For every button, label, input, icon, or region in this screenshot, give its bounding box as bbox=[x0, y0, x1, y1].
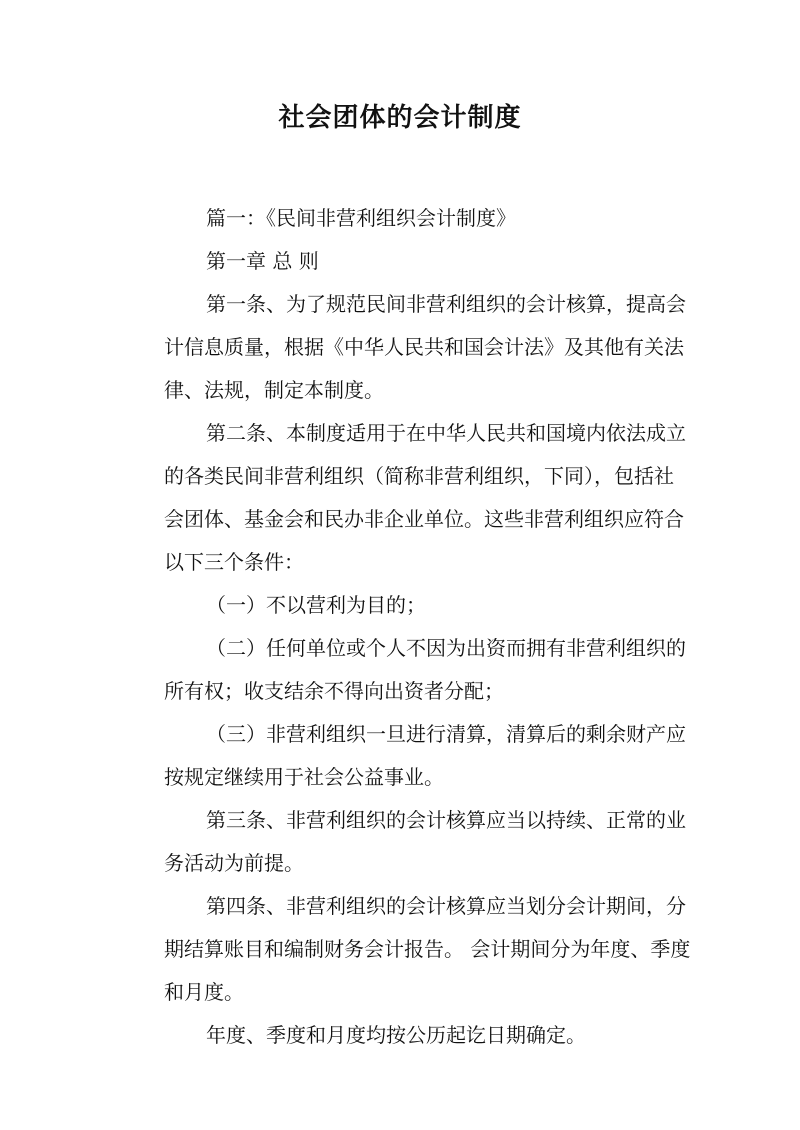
paragraph-article-3 bbox=[122, 799, 686, 885]
paragraph-line: 第二条、本制度适用于在中华人民共和国境内依法成立 bbox=[206, 421, 686, 445]
paragraph-line: 所有权；收支结余不得向出资者分配； bbox=[164, 679, 504, 703]
document-title: 社会团体的会计制度 bbox=[278, 103, 522, 133]
paragraph-condition-3 bbox=[122, 713, 686, 799]
paragraph-line: 年度、季度和月度均按公历起讫日期确定。 bbox=[206, 1023, 586, 1047]
paragraph-line: 第四条、非营利组织的会计核算应当划分会计期间，分 bbox=[206, 894, 686, 918]
paragraph-line: 第一章 总 则 bbox=[206, 249, 319, 273]
paragraph-condition-1 bbox=[122, 584, 686, 627]
paragraph-condition-2 bbox=[122, 627, 686, 713]
paragraph-line: 按规定继续用于社会公益事业。 bbox=[164, 765, 444, 789]
paragraph-line: 第三条、非营利组织的会计核算应当以持续、正常的业 bbox=[206, 808, 686, 832]
paragraph-line: 律、法规，制定本制度。 bbox=[164, 378, 384, 402]
paragraph-line: 务活动为前提。 bbox=[164, 851, 304, 875]
paragraph-line: 期结算账目和编制财务会计报告。 会计期间分为年度、季度 bbox=[164, 937, 691, 961]
paragraph-line: 篇一：《民间非营利组织会计制度》 bbox=[206, 206, 516, 230]
paragraph-line: 的各类民间非营利组织（简称非营利组织，下同），包括社 bbox=[164, 464, 674, 488]
paragraph-article-4 bbox=[122, 885, 691, 1014]
paragraph-chapter-title bbox=[122, 240, 686, 283]
document-body bbox=[122, 197, 691, 1057]
paragraph-article-1 bbox=[122, 283, 686, 412]
paragraph-line: （一）不以营利为目的； bbox=[206, 593, 426, 617]
paragraph-line: 以下三个条件： bbox=[164, 550, 304, 574]
paragraph-line: 计信息质量，根据《中华人民共和国会计法》及其他有关法 bbox=[164, 335, 684, 359]
paragraph-line: （二）任何单位或个人不因为出资而拥有非营利组织的 bbox=[206, 636, 686, 660]
paragraph-chapter-heading bbox=[122, 197, 686, 240]
paragraph-line: 第一条、为了规范民间非营利组织的会计核算，提高会 bbox=[206, 292, 686, 316]
paragraph-fiscal-period bbox=[122, 1014, 686, 1057]
paragraph-article-2 bbox=[122, 412, 686, 584]
paragraph-line: （三）非营利组织一旦进行清算，清算后的剩余财产应 bbox=[206, 722, 686, 746]
paragraph-line: 会团体、基金会和民办非企业单位。这些非营利组织应符合 bbox=[164, 507, 684, 531]
paragraph-line: 和月度。 bbox=[164, 980, 244, 1004]
